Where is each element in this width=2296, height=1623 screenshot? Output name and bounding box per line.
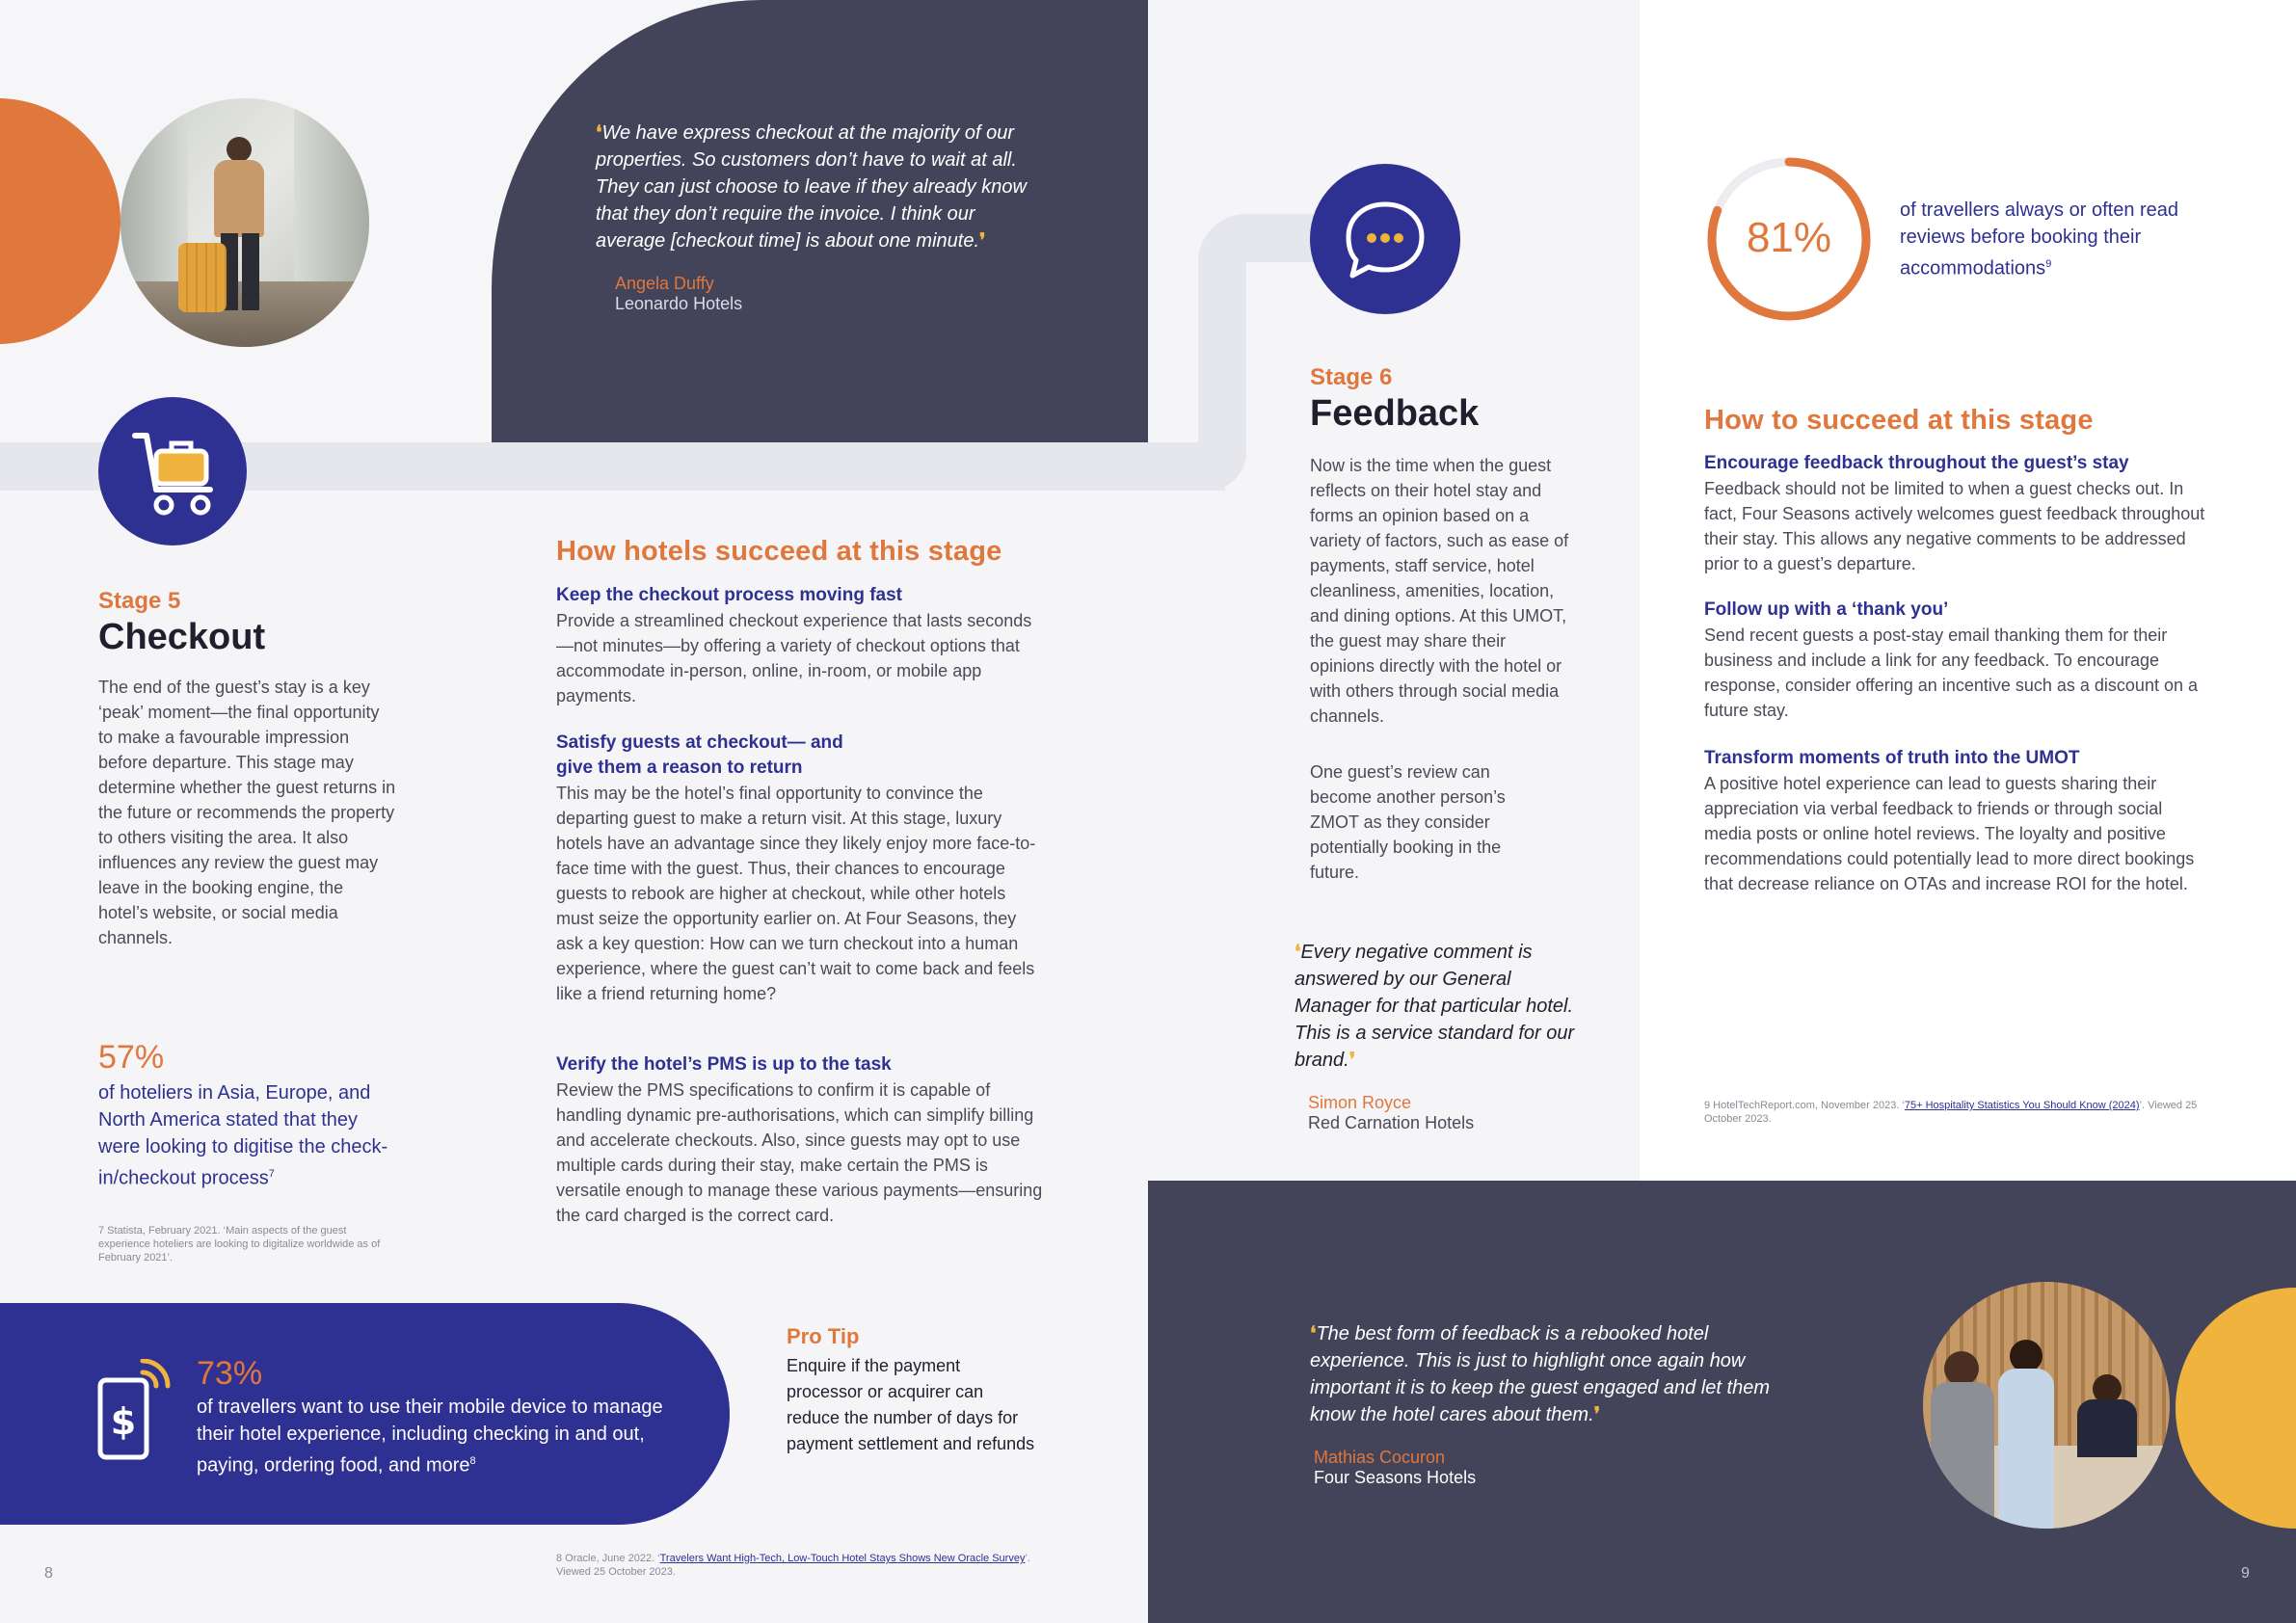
footnote9 [1704,1099,2205,1126]
stage5-body: The end of the guest’s stay is a key ‘peak’ moment—the final opportunity to make a favourable impression before departure. This stage may determine whether the guest returns in the future or recommends the property to others visiting the area. It also influences any review the guest may leave in the booking engine, the hotel’s website, or social media channels. [98,678,396,947]
footnote7: 7 Statista, February 2021. ‘Main aspects of the guest experience hoteliers are looking to digitalize worldwide as of February 2021’. [98,1225,381,1264]
item-title: Encourage feedback throughout the guest’s stay [1704,453,2129,473]
stat81-text-block [1900,197,2189,282]
quote-mark-icon: ❛ [1310,1323,1317,1344]
item-title: Transform moments of truth into the UMOT [1704,748,2080,768]
item-body: Review the PMS specifications to confirm it is capable of handling dynamic pre-authorisations, which can simplify billing and accelerate checkouts. Also, since guests may opt to use multiple cards during their stay, make certain the PMS is versatile enough to manage these various payments—ensuring the card charged is the correct card. [556,1080,1043,1225]
quote-company: Four Seasons Hotels [1314,1468,1477,1487]
item-title: Verify the hotel’s PMS is up to the task [556,1054,892,1075]
left-item-1 [556,583,1048,708]
item-body: This may be the hotel’s final opportunity to convince the departing guest to make a return visit. At this stage, luxury hotels have an advantage since they likely enjoy more face-to-face time with the guest. Thus, their chances to encourage guests to rebook are higher at checkout, while other hotels must seize the opportunity earlier on. At Four Seasons, they ask a key question: How can we turn checkout into a human experience, where the guest can’t wait to come back and feels like a friend returning home? [556,784,1036,1003]
protip-body: Enquire if the payment processor or acquirer can reduce the number of days for payment settlement and refunds [787,1356,1035,1453]
item-body: A positive hotel experience can lead to guests sharing their appreciation via verbal feedback to friends or through social media posts or online hotel reviews. The loyalty and positive recommendations could potentially lead to more direct bookings that decrease reliance on OTAs and increase ROI for the hotel. [1704,774,2195,893]
stage6-label: Stage 6 [1310,364,1393,390]
chat-bubble-icon [1310,164,1460,314]
right-item-2 [1704,598,2205,723]
right-section-heading: How to succeed at this stage [1704,405,2094,436]
item-title: Follow up with a ‘thank you’ [1704,599,1949,620]
footnote8-prefix: 8 Oracle, June 2022. ‘ [556,1553,660,1564]
quote-mark-icon: ❛ [1295,942,1301,963]
stage6-title: Feedback [1310,393,1480,434]
stat73-sup: 8 [469,1455,476,1467]
right-item-3 [1704,746,2205,896]
quote-simon [1295,939,1584,1133]
stat73-value: 73% [197,1355,263,1392]
footnote8 [556,1552,1038,1579]
quote-company: Red Carnation Hotels [1308,1113,1475,1132]
quote-text: We have express checkout at the majority of our properties. So customers don’t have to wait at all. They can just choose to leave if they already know that they don’t require the invoice. I think our average [checkout time] is about one minute. [596,122,1027,252]
item-title: Keep the checkout process moving fast [556,585,902,605]
stat73-text-block [197,1394,679,1479]
stage5-title: Checkout [98,617,266,657]
stat57-sup: 7 [268,1168,275,1180]
stat73-text: of travellers want to use their mobile device to manage their hotel experience, including checking in and out, paying, ordering food, and more [197,1397,663,1477]
item-body: Provide a streamlined checkout experience that lasts seconds—not minutes—by offering a variety of checkout options that accommodate in-person, online, in-room, or mobile app payments. [556,611,1032,705]
quote-author: Angela Duffy [615,274,714,293]
luggage-cart-icon [98,397,247,545]
quote-text: Every negative comment is answered by our General Manager for that particular hotel. This is a service standard for our brand. [1295,942,1575,1071]
mobile-payment-icon [93,1359,179,1465]
quote-company: Leonardo Hotels [615,294,743,313]
svg-text:$: $ [110,1400,137,1443]
traveller-photo [120,98,369,347]
stat81-text: of travellers always or often read reviews before booking their accommodations [1900,200,2179,279]
page-number-left: 8 [44,1565,53,1582]
protip-title: Pro Tip [787,1324,860,1348]
left-item-3 [556,1052,1048,1228]
right-item-1 [1704,451,2205,576]
stat57-value: 57% [98,1039,165,1076]
stage5-label: Stage 5 [98,588,181,614]
quote-mathias [1310,1320,1811,1488]
stage6-body2: One guest’s review can become another person’s ZMOT as they consider potentially booking in the future. [1310,762,1506,882]
quote-text: The best form of feedback is a rebooked hotel experience. This is just to highlight once again how important it is to keep the guest engaged and let them know the hotel cares about them. [1310,1323,1770,1425]
left-section-heading: How hotels succeed at this stage [556,536,1002,567]
item-title: Satisfy guests at checkout— and give them a reason to return [556,732,843,778]
quote-author: Simon Royce [1308,1093,1412,1112]
item-body: Feedback should not be limited to when a guest checks out. In fact, Four Seasons actively welcomes guest feedback throughout their stay. This allows any negative comments to be addressed prior to a guest’s departure. [1704,479,2205,573]
stat81-value: 81% [1746,214,1832,261]
quote-angela [596,120,1039,314]
footnote9-prefix: 9 HotelTechReport.com, November 2023. ‘ [1704,1100,1905,1111]
quote-mark-icon: ❜ [1593,1404,1601,1425]
stage6-body1: Now is the time when the guest reflects on their hotel stay and forms an opinion based on a variety of factors, such as ease of payments, staff service, hotel cleanliness, amenities, location, and dining options. At this UMOT, the guest may share their opinions directly with the hotel or with others through social media channels. [1310,456,1569,726]
quote-mark-icon: ❜ [979,230,986,252]
stat57-text-block [98,1079,397,1192]
stat57-text: of hoteliers in Asia, Europe, and North America stated that they were looking to digitise the check-in/checkout process [98,1082,388,1189]
page-number-right: 9 [2241,1565,2250,1582]
item-body: Send recent guests a post-stay email thanking them for their business and include a link for any feedback. To encourage response, consider offering an incentive such as a discount on a future stay. [1704,625,2198,720]
quote-author: Mathias Cocuron [1314,1448,1446,1467]
quote-mark-icon: ❛ [596,122,602,144]
reception-photo [1923,1282,2170,1529]
footnote9-link[interactable]: 75+ Hospitality Statistics You Should Know (2024) [1904,1100,2140,1111]
quote-mark-icon: ❜ [1348,1050,1356,1071]
right-page [1148,0,2296,1623]
left-item-2 [556,731,1048,1006]
footnote8-suffix: ’. Viewed 25 October 2023. [556,1553,1030,1578]
footnote8-link[interactable]: Travelers Want High-Tech, Low-Touch Hotel Stays Shows New Oracle Survey [659,1553,1026,1564]
stat81-sup: 9 [2045,258,2052,270]
footnote9-suffix: ’. Viewed 25 October 2023. [1704,1100,2198,1125]
